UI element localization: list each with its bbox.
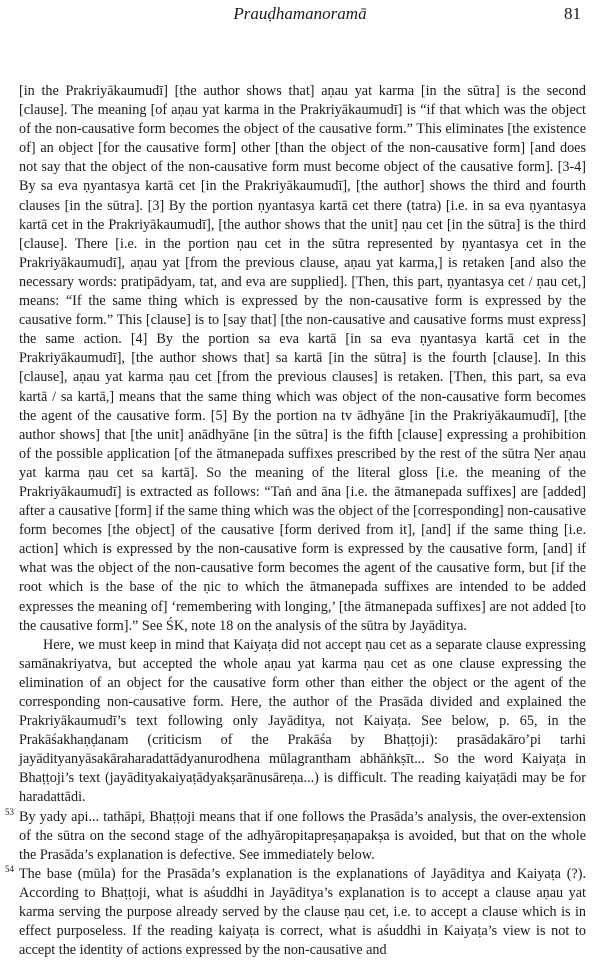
here-paragraph: Here, we must keep in mind that Kaiyaṭa did not accept ṇau cet as a separate clause expressing samānakriyatva, but accepted the whole aṇau yat karma ṇau cet as one clause expressing the elimination of an object for the causative form other than either the object or the agent of the corresponding non-causative form. Here, the author of the Prasāda divided and explained the Prakriyākaumudī’s text following only Jayāditya, not Kaiyaṭa. See below, p. 65, in the Prakāśakhaṇḍanam (criticism of the Prakāśa by Bhaṭṭoji): prasādakāro’pi tarhi jayādityanyāsakāraharadattādyanurodhena mūlagrantham abhāṅkṣīt... So the word Kaiyaṭa in Bhaṭṭoji’s text (jayādityakaiyaṭādyakṣarānusāreṇa...) is difficult. The reading kaiyaṭādi may be for haradattādi. [19, 636, 586, 806]
page-header [0, 2, 600, 26]
continued-note-paragraph: [in the Prakriyākaumudī] [the author shows that] aṇau yat karma [in the sūtra] is the second [clause]. The meaning [of aṇau yat karma in the Prakriyākaumudī] is “if that which was the object of the non-causative form becomes the object of the causative form.” This eliminates [the existence of] an object [for the causative form] other [than the object of the non-causative form] [and does not say that the object of the non-causative form must become object of the causative form]. [3-4] By sa eva ṇyantasya kartā cet [in the Prakriyākaumudī], [the author] shows the third and fourth clauses [in the sūtra]. [3] By the portion ṇyantasya kartā cet there (tatra) [i.e. in sa eva ṇyantasya kartā cet in the Prakriyākaumudī], [the author shows that the unit] ṇau cet [in the sūtra] is the third [clause]. There [i.e. in the portion ṇau cet in the sūtra represented by ṇyantasya cet in the Prakriyākaumudī], aṇau yat [from the previous clause, aṇau yat karma,] is retaken [and also the necessary words: pratipādyam, tat, and eva are supplied]. [Then, this part, ṇyantasya cet / ṇau cet,] means: “If the same thing which is expressed by the non-causative form is expressed by the causative form.” This [clause] is to [say that] [the non-causative and causative forms must express] the same action. [4] By the portion sa eva kartā [in sa eva ṇyantasya kartā cet in the Prakriyākaumudī], [the author shows that] sa kartā [in the sūtra] is the fourth [clause]. In this [clause], aṇau yat karma ṇau cet [from the previous clauses] is retaken. [Then, this part, sa eva kartā / sa kartā,] means that the same thing which was object of the non-causative form becomes the agent of the causative form. [5] By the portion na tv ādhyāne [in the Prakriyākaumudī], [the author shows] that [the unit] anādhyāne [in the sūtra] is the fifth [clause] expressing a prohibition of the possible application [of the ātmanepada suffixes prescribed by the rest of the sūtra Ṇer aṇau yat karma ṇau cet sa kartā]. So the meaning of the literal gloss [i.e. the meaning of the Prakriyākaumudī] is extracted as follows: “Taṅ and āna [i.e. the ātmanepada suffixes] are [added] after a causative [form] if the same thing which was the object of the [corresponding] non-causative form becomes [the object] of the causative [form derived from it], [and] if the same thing [i.e. action] which is expressed by the non-causative form is expressed by the causative form, [and] if what was the object of the non-causative form becomes the agent of the causative form, but [if the root which is the base of the ṇic to which the ātmanepada suffixes are intended to be added expresses the meaning of] ‘remembering with longing,’ [the ātmanepada suffixes] are not added [to the causative form].” See ŚK, note 18 on the analysis of the sūtra by Jayāditya. [19, 83, 586, 634]
footnote-53 [5, 806, 586, 865]
footnote-54 [5, 863, 586, 960]
footnote-54-text: The base (mūla) for the Prasāda’s explanation is the explanations of Jayāditya and Kaiyaṭa (?). According to Bhaṭṭoji, what is aśuddhi in Jayāditya’s explanation is to accept a clause aṇau yat karma serving the purpose already served by the clause ṇau cet, i.e. to accept a clause which is in effect purposeless. If the reading kaiyaṭa is correct, what is aśuddhi in Kaiyaṭa’s view is not to accept the identity of actions expressed by the non-causative and [19, 865, 586, 959]
page-number: 81 [564, 4, 581, 23]
footnote-53-marker: 53 [5, 806, 14, 817]
footnote-53-text: By yady api... tathāpi, Bhaṭṭoji means that if one follows the Prasāda’s analysis, the over-extension of the sūtra on the second stage of the adhyāropitapreṣaṇapakṣa is avoided, but that on the whole the Prasāda’s explanation is defective. See immediately below. [19, 808, 586, 863]
page-content [5, 82, 586, 960]
running-title: Prauḍhamanoramā [233, 4, 367, 23]
footnote-54-marker: 54 [5, 863, 14, 874]
